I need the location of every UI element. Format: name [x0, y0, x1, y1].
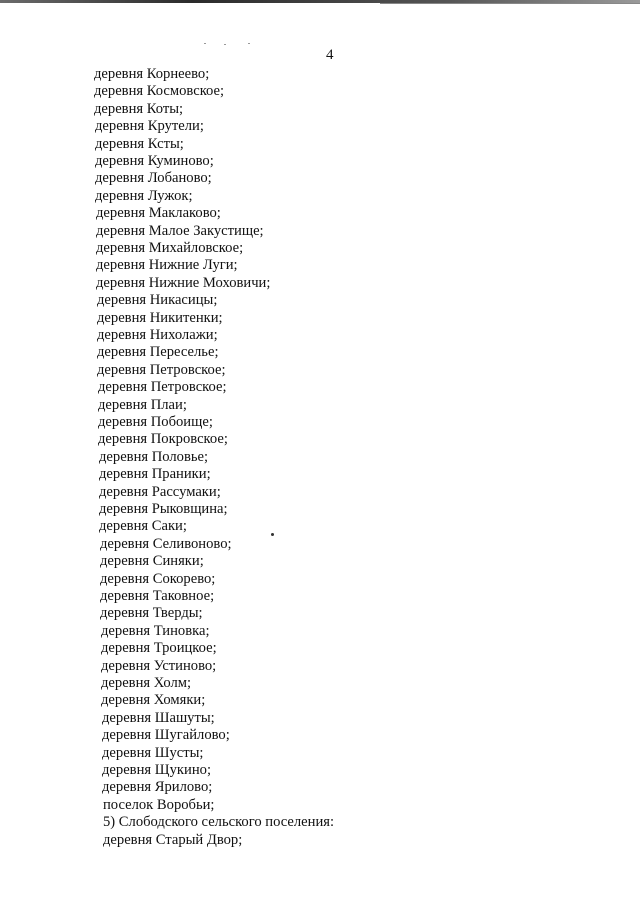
list-line: деревня Маклаково;	[96, 205, 221, 221]
list-line: деревня Нихолажи;	[97, 327, 218, 343]
list-line: деревня Побоище;	[98, 414, 213, 430]
list-line: деревня Селивоново;	[100, 536, 232, 552]
list-line: деревня Половье;	[99, 449, 209, 465]
list-line: деревня Космовское;	[94, 83, 225, 99]
list-line: деревня Петровское;	[98, 379, 227, 395]
list-line: поселок Воробьи;	[103, 797, 215, 813]
list-line: деревня Щукино;	[102, 762, 211, 778]
list-line: деревня Шашуты;	[102, 710, 215, 726]
list-line: деревня Праники;	[99, 466, 211, 482]
list-line: деревня Рассумаки;	[99, 484, 221, 500]
list-line: деревня Ярилово;	[102, 779, 213, 795]
list-line: деревня Куминово;	[95, 153, 214, 169]
list-line: деревня Лобаново;	[95, 170, 212, 186]
list-line: деревня Нижние Луги;	[96, 257, 238, 273]
list-line: деревня Нижние Моховичи;	[96, 275, 271, 291]
list-line: деревня Тверды;	[100, 605, 203, 621]
scan-speck	[248, 43, 250, 44]
list-line: деревня Петровское;	[97, 362, 226, 378]
list-line: деревня Устиново;	[101, 658, 217, 674]
list-line: деревня Шусты;	[102, 745, 204, 761]
list-line: деревня Старый Двор;	[103, 832, 243, 848]
list-line: деревня Никасицы;	[97, 292, 218, 308]
list-line: деревня Шугайлово;	[102, 727, 230, 743]
list-line: деревня Троицкое;	[101, 640, 217, 656]
scan-top-edge-shadow	[380, 3, 640, 4]
page-number: 4	[326, 47, 334, 63]
list-line: деревня Тиновка;	[101, 623, 210, 639]
list-line: деревня Покровское;	[98, 431, 228, 447]
list-line: деревня Никитенки;	[97, 310, 223, 326]
list-line: деревня Ксты;	[95, 136, 184, 152]
list-line: деревня Хомяки;	[101, 692, 206, 708]
list-line: деревня Корнеево;	[94, 66, 210, 82]
list-line: деревня Плаи;	[98, 397, 187, 413]
list-line: деревня Малое Закустище;	[96, 223, 264, 239]
list-line: деревня Михайловское;	[96, 240, 244, 256]
scan-speck	[224, 44, 226, 45]
list-line: 5) Слободского сельского поселения:	[103, 814, 335, 830]
list-line: деревня Крутели;	[95, 118, 204, 134]
list-line: деревня Холм;	[101, 675, 192, 691]
list-line: деревня Лужок;	[95, 188, 193, 204]
scan-mark	[271, 533, 274, 536]
scan-speck	[204, 43, 206, 44]
list-line: деревня Саки;	[99, 518, 187, 534]
list-line: деревня Таковное;	[100, 588, 215, 604]
list-line: деревня Переселье;	[97, 344, 219, 360]
list-line: деревня Рыковщина;	[99, 501, 228, 517]
list-line: деревня Синяки;	[100, 553, 204, 569]
list-line: деревня Сокорево;	[100, 571, 216, 587]
list-line: деревня Коты;	[94, 101, 184, 117]
